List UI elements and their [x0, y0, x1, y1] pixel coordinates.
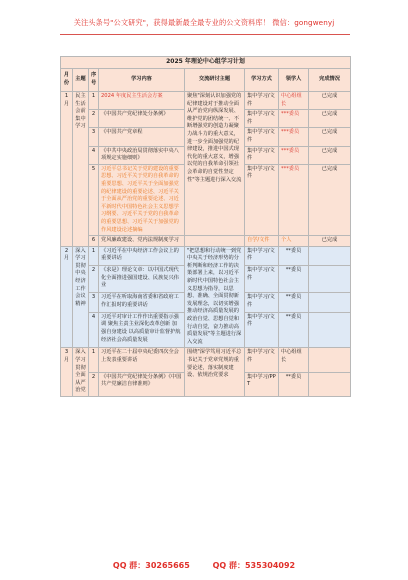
row-number: 1	[89, 92, 99, 110]
study-leader: ***委员	[279, 110, 309, 128]
study-leader: ***委员	[279, 128, 309, 146]
header-number: 序号	[89, 69, 99, 92]
study-method: 集中学习/文件	[245, 266, 279, 293]
month-cell: 1月	[61, 92, 73, 247]
study-method: 集中学习/文件	[245, 164, 279, 235]
study-leader: **委员	[279, 246, 309, 265]
completion-status	[309, 348, 351, 372]
completion-status: 已完成	[309, 92, 351, 110]
study-leader: **委员	[279, 372, 309, 396]
study-method: 集中学习/文件	[245, 92, 279, 110]
study-content: 《求是》理论文章：以中国式现代化全面推进强国建设、民族复兴伟业	[99, 266, 185, 293]
completion-status: 已完成	[309, 146, 351, 164]
header-divider	[60, 34, 350, 35]
study-leader: 个人	[279, 236, 309, 247]
study-method: 集中学习/文件	[245, 293, 279, 312]
table-row	[61, 92, 351, 110]
study-content: 2024 年度民主生活会方案	[99, 92, 185, 110]
table-row	[61, 348, 351, 372]
completion-status	[309, 266, 351, 293]
study-content: 《中国共产党纪律处分条例》	[99, 110, 185, 128]
study-content: 习近平总书记关于党的建设的重要思想、习近平关于党的自我革命的重要思想、习近平关于全面加强党的纪律建设的重要论述、习近平关于全面从严治党的重要论述、习近平新时代中国特色社会主义思想学习纲要、习近平关于党的自我革命的重要思想、习近平关于加强党的作风建设论述摘编	[99, 164, 185, 235]
theme-cell: 深入学习贯彻全面从严治党	[73, 348, 89, 397]
row-number: 2	[89, 266, 99, 293]
row-number: 1	[89, 348, 99, 372]
study-plan-page	[60, 56, 350, 397]
header-discussion: 交流研讨主题	[185, 69, 245, 92]
row-number: 5	[89, 164, 99, 235]
header-status: 完成情况	[309, 69, 351, 92]
theme-cell: 深入学习贯彻中央经济工作会议精神	[73, 246, 89, 348]
table-header-row	[61, 69, 351, 92]
study-content: 《中国共产党纪律处分条例》《中国共产党廉洁自律准则》	[99, 372, 185, 396]
study-content: 党风廉政建设、党内法规制度学习	[99, 236, 185, 247]
header-content: 学习内容	[99, 69, 185, 92]
study-content: 习近平在二十届中央纪委四次全会上发表重要讲话	[99, 348, 185, 372]
header-month: 月份	[61, 69, 73, 92]
study-method: 集中学习/文件	[245, 110, 279, 128]
row-number: 6	[89, 236, 99, 247]
study-content: 习近平在听取海南省委和省政府工作汇报时的重要讲话	[99, 293, 185, 312]
row-number: 4	[89, 312, 99, 348]
study-content: 《中共中央政治局贯彻落实中央八项规定实施细则》	[99, 146, 185, 164]
row-number: 2	[89, 372, 99, 396]
row-number: 3	[89, 293, 99, 312]
row-number: 4	[89, 146, 99, 164]
table-row	[61, 246, 351, 265]
footer-contact	[0, 560, 408, 571]
completion-status	[309, 246, 351, 265]
row-number: 3	[89, 128, 99, 146]
study-leader: ***委员	[279, 164, 309, 235]
study-method: 集中学习/文件	[245, 348, 279, 372]
completion-status: 已完成	[309, 110, 351, 128]
discussion-topic-empty	[185, 236, 245, 247]
table-title: 2025 年理论中心组学习计划	[61, 57, 351, 69]
discussion-topic: 聚焦"深刻认识加强党的纪律建设对于推动全面从严治党向纵深发展、维护党的团结统一、不断增强党的创造力凝聚力战斗力的重大意义，进一步全面加强党的纪律建设，推进中国式现代化的重大意义，增强以党的自我革命引领社会革命的自觉性坚定性"等主题进行深入交流	[185, 92, 245, 236]
study-leader: 中心组组长	[279, 92, 309, 110]
study-method: 集中学习/文件	[245, 146, 279, 164]
study-content: 《中国共产党章程	[99, 128, 185, 146]
month-cell: 3月	[61, 348, 73, 397]
row-number: 1	[89, 246, 99, 265]
study-leader: **委员	[279, 266, 309, 293]
completion-status: 已完成	[309, 164, 351, 235]
study-leader: **委员	[279, 312, 309, 348]
theme-cell: 民主生活会前集中学习	[73, 92, 89, 247]
qq-group-2: QQ 群：535304092	[212, 561, 296, 570]
study-method: 集中学习/文件	[245, 128, 279, 146]
study-leader: ***委员	[279, 146, 309, 164]
completion-status	[309, 372, 351, 396]
completion-status	[309, 312, 351, 348]
completion-status: 已完成	[309, 128, 351, 146]
study-leader: **委员	[279, 293, 309, 312]
header-leader: 领学人	[279, 69, 309, 92]
completion-status: 已完成	[309, 236, 351, 247]
row-number: 2	[89, 110, 99, 128]
study-method: 集中学习/文件	[245, 246, 279, 265]
discussion-topic: 围绕"深学笃用习近平总书记关于党章党规的重要论述，落实制度建设、依规治党要求	[185, 348, 245, 397]
discussion-topic: "把思想和行动统一到党中央关于经济形势的分析判断和经济工作的决策部署上来，以习近平新时代中国特色社会主义思想为指导，以思想、准确、全面贯彻新发展理念，以切实增强推动经济高质量发展的政治自觉、思想自觉和行动自觉，奋力推动高质量发展"等主题进行深入交流	[185, 246, 245, 348]
completion-status	[309, 293, 351, 312]
study-method: 集中学习/文件	[245, 312, 279, 348]
study-method: 集中学习/PPT	[245, 372, 279, 396]
qq-group-1: QQ 群：30265665	[112, 561, 190, 570]
study-content: 《习近平在中央经济工作会议上的重要讲话	[99, 246, 185, 265]
header-banner: 关注头条号"公文研究"，获得最新最全最专业的公文资料库！ 微信：gongwenyj	[73, 18, 335, 27]
study-plan-table	[60, 56, 351, 397]
table-row	[61, 236, 351, 247]
header-method: 学习方式	[245, 69, 279, 92]
study-content: 习近平对审计工作作出重要指示强调 聚焦主责主业深化改革创新 加强自身建设 以高质量审计监督护航经济社会高质量发展	[99, 312, 185, 348]
study-leader: 中心组组长	[279, 348, 309, 372]
month-cell: 2月	[61, 246, 73, 348]
study-method: 自学/文件	[245, 236, 279, 247]
header-theme: 主题	[73, 69, 89, 92]
